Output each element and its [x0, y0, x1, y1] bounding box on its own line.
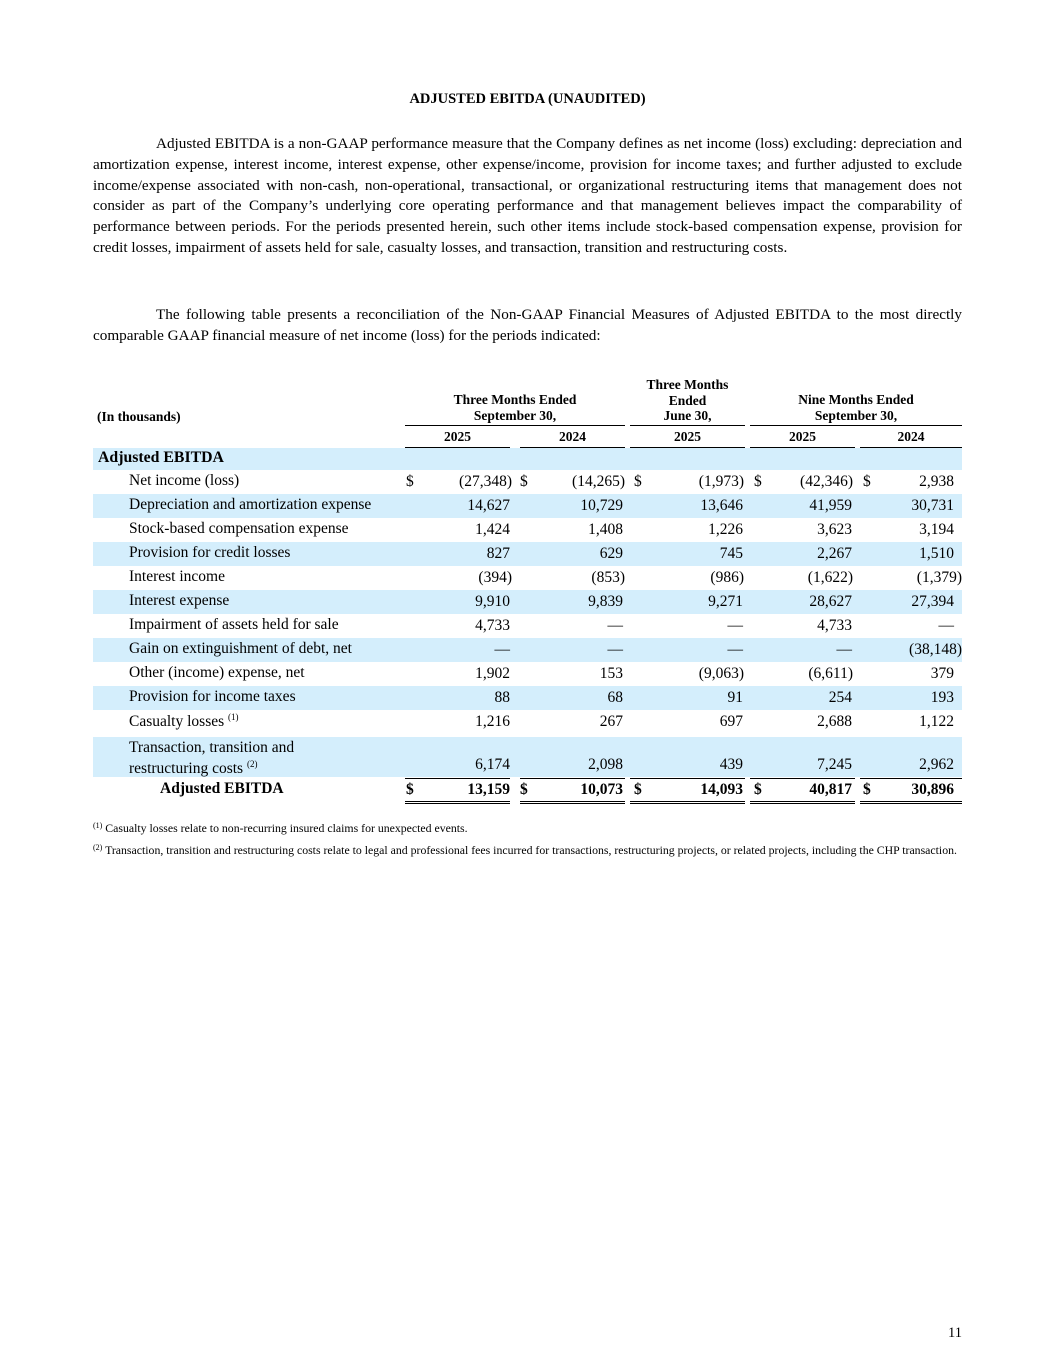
header-rule	[750, 425, 962, 426]
table-row	[93, 566, 962, 590]
intro-paragraph: Adjusted EBITDA is a non-GAAP performance measure that the Company defines as net income (loss) excluding: depreciation and amortization expense, interest income, interest expense, other expense/income, provision for income taxes; and further adjusted to exclude income/expense associated with non-cash, non-operational, transactional, or organizational restructuring items that management does not consider as part of the Company’s underlying core operating performance and that management believes impact the comparability of performance between periods. For the periods presented herein, such other items include stock-based compensation expense, provision for credit losses, impairment of assets held for sale, casualty losses, and transaction, transition and restructuring costs.	[93, 135, 962, 256]
footnote-marker: (2)	[93, 843, 103, 852]
header-line: Nine Months Ended	[798, 392, 914, 407]
section-label: Adjusted EBITDA	[98, 449, 224, 466]
value-cell: 1,510	[919, 545, 954, 562]
dollar-sign: $	[406, 473, 414, 490]
value-cell: (986)	[710, 569, 744, 586]
row-label	[129, 712, 239, 731]
value-cell: 14,627	[467, 497, 510, 514]
value-cell: 4,733	[475, 617, 510, 634]
value-cell: 88	[494, 689, 510, 706]
table-row	[93, 638, 962, 662]
row-label-text: Casualty losses	[129, 713, 225, 730]
footnote-ref: (1)	[228, 712, 239, 722]
header-line: September 30,	[814, 407, 898, 423]
value-cell: 3,194	[919, 521, 954, 538]
dollar-sign: $	[520, 781, 528, 798]
year-header: 2025	[444, 429, 471, 444]
value-cell: 745	[719, 545, 743, 562]
row-label: Provision for income taxes	[129, 688, 296, 705]
table-row	[93, 710, 962, 734]
total-value: 13,159	[467, 781, 510, 798]
value-cell: —	[607, 617, 623, 634]
value-cell: 7,245	[817, 756, 852, 773]
value-cell: (14,265)	[572, 473, 625, 490]
header-three-months-jun	[630, 377, 745, 424]
table-row	[93, 614, 962, 638]
value-cell: —	[607, 641, 623, 658]
value-cell: 629	[599, 545, 623, 562]
units-label: (In thousands)	[97, 409, 181, 424]
value-cell: 9,910	[475, 593, 510, 610]
total-value: 14,093	[700, 781, 743, 798]
value-cell: —	[938, 617, 954, 634]
value-cell: —	[836, 641, 852, 658]
value-cell: 2,938	[919, 473, 954, 490]
table-row	[93, 662, 962, 686]
header-three-months-sep	[405, 392, 625, 423]
value-cell: 254	[828, 689, 852, 706]
value-cell: (1,973)	[698, 473, 744, 490]
value-cell: (1,379)	[916, 569, 962, 586]
value-cell: 1,122	[919, 713, 954, 730]
value-cell: 4,733	[817, 617, 852, 634]
value-cell: 379	[930, 665, 954, 682]
table-row	[93, 470, 962, 494]
reconciliation-paragraph: The following table presents a reconciliation of the Non-GAAP Financial Measures of Adjusted EBITDA to the most directly comparable GAAP financial measure of net income (loss) for the periods indicated:	[93, 306, 962, 344]
year-header: 2024	[897, 429, 925, 444]
header-line: Ended	[668, 392, 707, 408]
dollar-sign: $	[520, 473, 528, 490]
header-rule	[405, 425, 625, 426]
value-cell: 41,959	[809, 497, 852, 514]
value-cell: (38,148)	[909, 641, 962, 658]
row-label: Depreciation and amortization expense	[129, 496, 372, 513]
footnote-text: Casualty losses relate to non-recurring insured claims for unexpected events.	[105, 821, 468, 835]
header-nine-months-sep	[750, 392, 962, 423]
value-cell: 1,424	[475, 521, 510, 538]
dollar-sign: $	[634, 781, 642, 798]
value-cell: (6,611)	[808, 665, 853, 682]
total-double-rule	[750, 801, 855, 804]
page-title: ADJUSTED EBITDA (UNAUDITED)	[409, 91, 646, 107]
page-number: 11	[948, 1325, 962, 1341]
total-value: 40,817	[809, 781, 852, 798]
header-line: September 30,	[473, 407, 557, 423]
value-cell: 439	[719, 756, 743, 773]
value-cell: 13,646	[700, 497, 743, 514]
row-label: Stock-based compensation expense	[129, 520, 349, 537]
table-row	[93, 518, 962, 542]
total-value: 10,073	[580, 781, 623, 798]
value-cell: (394)	[478, 569, 512, 586]
value-cell: 91	[727, 689, 743, 706]
value-cell: 827	[486, 545, 510, 562]
row-label: Gain on extinguishment of debt, net	[129, 640, 352, 657]
value-cell: 30,731	[911, 497, 954, 514]
dollar-sign: $	[754, 781, 762, 798]
header-line: June 30,	[663, 408, 712, 423]
footnote-text: Transaction, transition and restructuring costs relate to legal and professional fees incurred for transactions, restructuring projects, or related projects, including the CHP transaction.	[105, 843, 957, 857]
header-rule	[630, 425, 745, 426]
value-cell: 1,408	[588, 521, 623, 538]
row-label	[129, 739, 294, 777]
row-label-line: Transaction, transition and	[129, 739, 295, 756]
header-line: Three Months	[646, 377, 729, 392]
value-cell: (1,622)	[807, 569, 853, 586]
dollar-sign: $	[406, 781, 414, 798]
value-cell: 68	[607, 689, 623, 706]
year-header: 2025	[789, 429, 816, 444]
value-cell: 2,688	[817, 713, 852, 730]
row-label: Impairment of assets held for sale	[129, 616, 339, 633]
row-label: Interest income	[129, 568, 225, 585]
value-cell: 9,839	[588, 593, 623, 610]
row-label: Interest expense	[129, 592, 230, 609]
value-cell: 267	[599, 713, 623, 730]
year-header: 2024	[559, 429, 586, 444]
table-row	[93, 737, 962, 777]
table-row	[93, 590, 962, 614]
year-header: 2025	[674, 429, 701, 444]
value-cell: —	[727, 617, 743, 634]
row-label: Other (income) expense, net	[129, 664, 305, 681]
row-label: Provision for credit losses	[129, 544, 291, 561]
total-double-rule	[405, 801, 510, 804]
footnote-ref: (2)	[246, 759, 258, 769]
table-row	[93, 542, 962, 566]
value-cell: 1,226	[708, 521, 743, 538]
value-cell: 9,271	[708, 593, 743, 610]
value-cell: (27,348)	[459, 473, 512, 490]
value-cell: (853)	[591, 569, 625, 586]
row-label: Net income (loss)	[129, 472, 240, 489]
header-line: Three Months Ended	[453, 392, 577, 407]
value-cell: 27,394	[911, 593, 954, 610]
value-cell: 2,267	[817, 545, 852, 562]
value-cell: (9,063)	[698, 665, 744, 682]
total-double-rule	[520, 801, 625, 804]
section-row	[93, 448, 962, 470]
value-cell: —	[727, 641, 743, 658]
total-label: Adjusted EBITDA	[160, 780, 284, 797]
dollar-sign: $	[863, 473, 871, 490]
value-cell: 10,729	[580, 497, 623, 514]
dollar-sign: $	[754, 473, 762, 490]
total-double-rule	[860, 801, 962, 804]
value-cell: 2,098	[588, 756, 623, 773]
table-row	[93, 686, 962, 710]
value-cell: 28,627	[809, 593, 852, 610]
dollar-sign: $	[863, 781, 871, 798]
total-double-rule	[630, 801, 745, 804]
value-cell: 193	[930, 689, 954, 706]
value-cell: 3,623	[817, 521, 852, 538]
value-cell: 2,962	[919, 756, 954, 773]
total-row	[93, 778, 962, 802]
value-cell: 6,174	[475, 756, 510, 773]
row-label-line: restructuring costs	[129, 760, 244, 777]
value-cell: 697	[719, 713, 743, 730]
value-cell: (42,346)	[800, 473, 853, 490]
value-cell: 1,902	[475, 665, 510, 682]
dollar-sign: $	[634, 473, 642, 490]
value-cell: 153	[599, 665, 623, 682]
value-cell: —	[494, 641, 510, 658]
footnote	[93, 840, 962, 858]
footnote	[93, 818, 962, 836]
total-value: 30,896	[911, 781, 954, 798]
footnote-marker: (1)	[93, 821, 103, 830]
table-row	[93, 494, 962, 518]
value-cell: 1,216	[475, 713, 510, 730]
